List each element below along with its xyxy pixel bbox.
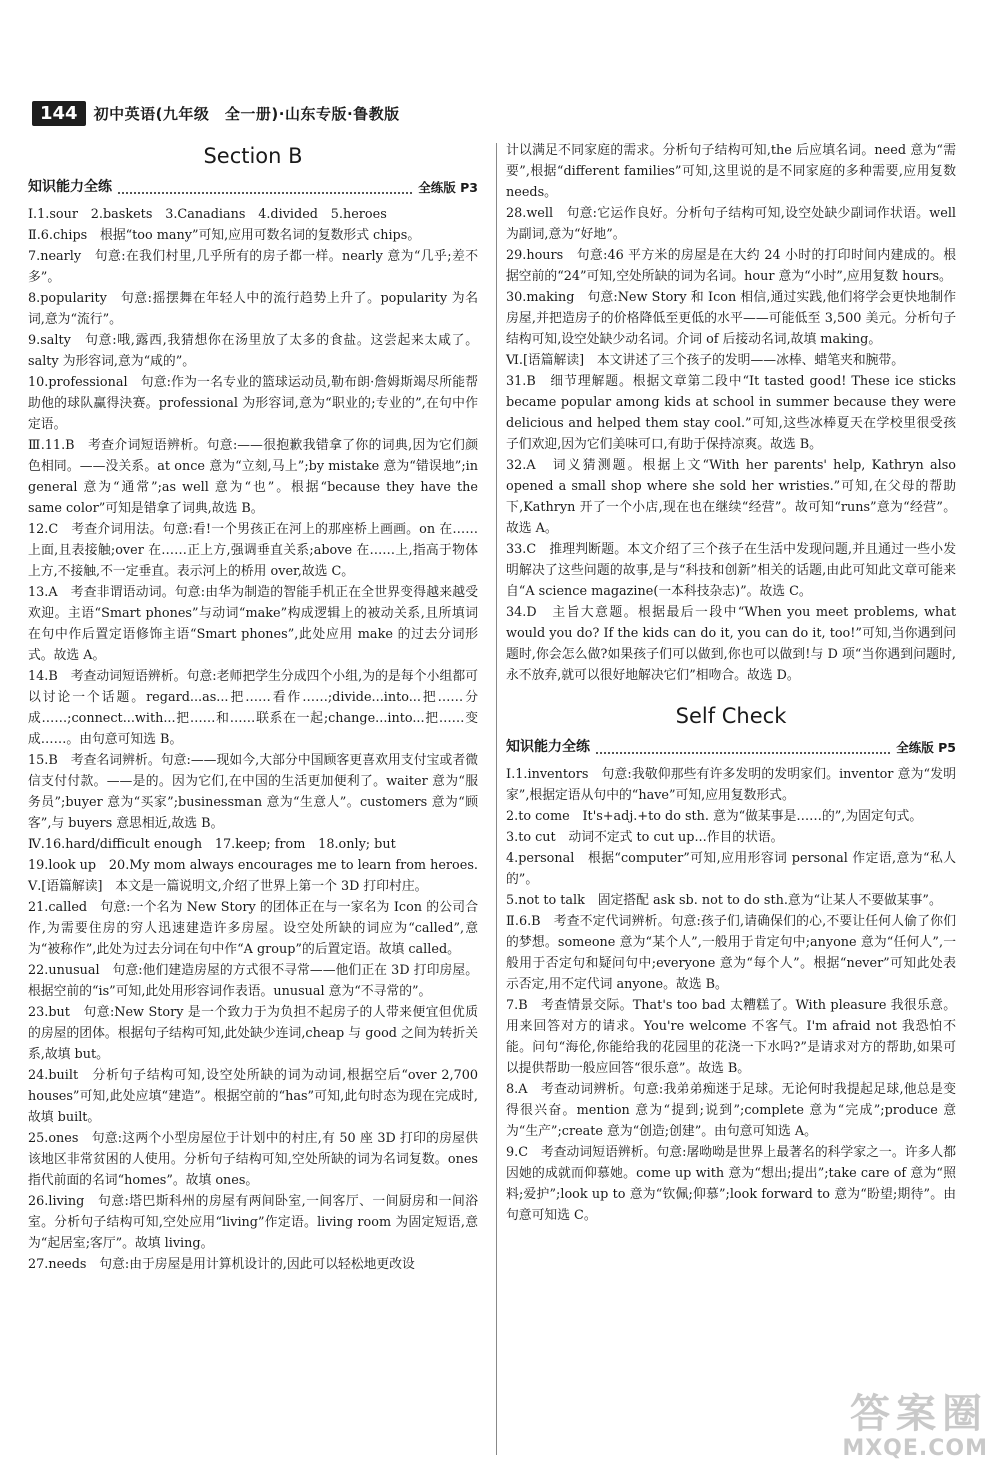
watermark-logo-text: 答案圈 bbox=[850, 1391, 988, 1437]
answer-entry: 31.B 细节理解题。根据文章第二段中“It tasted good! These ice sticks became popular among kids at school in summer because they were delicious and helped them stay cool.”可知,这些冰棒夏天在学校里很受孩子们欢迎,因为它们美味可口,有助于保持凉爽。故选 B。 bbox=[506, 374, 956, 452]
answer-entry: 29.hours 句意:46 平方米的房屋是在大约 24 小时的打印时间内建成的。根据空前的“24”可知,空处所缺的词为名词。hour 意为“小时”,应用复数 hours。 bbox=[506, 248, 956, 284]
answer-entry: Ⅱ.6.B 考查不定代词辨析。句意:孩子们,请确保们的心,不要让任何人偷了你们的梦想。someone 意为“某个人”,一般用于肯定句中;anyone 意为“任何人”,一般用于否定句和疑问句中;everyone 意为“每个人”。根据“never”可知此处表示否定,用不定代词 anyone。故选 B。 bbox=[506, 914, 956, 992]
answer-entry: Ⅵ.[语篇解读] 本文讲述了三个孩子的发明——冰棒、蜡笔夹和腕带。 bbox=[506, 353, 905, 368]
answer-entry: 13.A 考查非谓语动词。句意:由华为制造的智能手机正在全世界变得越来越受欢迎。主语“Smart phones”与动词“make”构成逻辑上的被动关系,且所填词在句中作后置定语修饰主语“Smart phones”,此处应用 make 的过去分词形式。故选 A。 bbox=[28, 585, 478, 663]
answer-entry: 2.to come It's+adj.+to do sth. 意为“做某事是……的”,为固定句式。 bbox=[506, 809, 923, 824]
answer-entry: Ⅴ.[语篇解读] 本文是一篇说明文,介绍了世界上第一个 3D 打印村庄。 bbox=[28, 879, 428, 894]
answer-entry: 3.to cut 动词不定式 to cut up...作目的状语。 bbox=[506, 830, 784, 845]
book-title: 初中英语(九年级 全一册)·山东专版·鲁教版 bbox=[93, 104, 400, 123]
right-column bbox=[506, 140, 956, 1226]
answer-entry: 28.well 句意:它运作良好。分析句子结构可知,设空处缺少副词作状语。well 为副词,意为“好地”。 bbox=[506, 206, 956, 242]
answer-entry: 5.not to talk 固定搭配 ask sb. not to do sth.意为“让某人不要做某事”。 bbox=[506, 893, 942, 908]
answer-entry: Ⅰ.1.inventors 句意:我敬仰那些有许多发明的发明家们。inventor 意为“发明家”,根据定语从句中的“have”可知,应用复数形式。 bbox=[506, 767, 956, 803]
spacer bbox=[506, 686, 956, 700]
answer-entry: 22.unusual 句意:他们建造房屋的方式很不寻常——他们正在 3D 打印房屋。根据空前的“is”可知,此处用形容词作表语。unusual 意为“不寻常的”。 bbox=[28, 963, 478, 999]
answer-entry: Ⅱ.6.chips 根据“too many”可知,应用可数名词的复数形式 chips。 bbox=[28, 228, 421, 243]
answer-entry: 8.popularity 句意:摇摆舞在年轻人中的流行趋势上升了。popularity 为名词,意为“流行”。 bbox=[28, 291, 478, 327]
answer-entry: 7.nearly 句意:在我们村里,几乎所有的房子都一样。nearly 意为“几乎;差不多”。 bbox=[28, 249, 478, 285]
section-bar bbox=[506, 737, 956, 758]
bar-ref: 全练版 P5 bbox=[896, 740, 956, 755]
answer-entry: 24.built 分析句子结构可知,设空处所缺的词为动词,根据空后“over 2,700 houses”可知,此处应填“建造”。根据空前的“has”可知,此句时态为现在完成时,故填 built。 bbox=[28, 1068, 478, 1125]
bar-label: 知识能力全练 bbox=[28, 179, 112, 195]
left-column bbox=[28, 140, 478, 1275]
page-header bbox=[32, 96, 400, 130]
answer-entry: 9.C 考查动词短语辨析。句意:屠呦呦是世界上最著名的科学家之一。许多人都因她的成就而仰慕她。come up with 意为“想出;提出”;take care of 意为“照料;爱护”;look up to 意为“钦佩;仰慕”;look forward to 意为“盼望;期待”。由句意可知选 C。 bbox=[506, 1145, 956, 1223]
answer-entry: 7.B 考查情景交际。That's too bad 太糟糕了。With pleasure 我很乐意。用来回答对方的请求。You're welcome 不客气。I'm afraid not 我恐怕不能。问句“海伦,你能给我的花园里的花浇一下水吗?”是请求对方的帮助,如果可以提供帮助一般应回答“很乐意”。故选 B。 bbox=[506, 998, 956, 1076]
watermark bbox=[842, 1392, 988, 1461]
answer-list bbox=[506, 140, 956, 686]
answer-entry: 9.salty 句意:哦,露西,我猜想你在汤里放了太多的食盐。这尝起来太咸了。salty 为形容词,意为“咸的”。 bbox=[28, 333, 478, 369]
answer-entry: 4.personal 根据“computer”可知,应用形容词 personal 作定语,意为“私人的”。 bbox=[506, 851, 956, 887]
answer-entry: Ⅲ.11.B 考查介词短语辨析。句意:——很抱歉我错拿了你的词典,因为它们颜色相同。——没关系。at once 意为“立刻,马上”;by mistake 意为“错误地”;in general 意为“通常”;as well 意为“也”。根据“because they have the same color”可知是错拿了词典,故选 B。 bbox=[28, 438, 478, 516]
answer-entry: 27.needs 句意:由于房屋是用计算机设计的,因此可以轻松地更改设 bbox=[28, 1257, 415, 1272]
answer-entry: 21.called 句意:一个名为 New Story 的团体正在与一家名为 Icon 的公司合作,为需要住房的穷人迅速建造许多房屋。设空处所缺的词应为“called”,意为“被称作”,此处为过去分词在句中作“A group”的后置定语。故填 called。 bbox=[28, 900, 478, 957]
answer-list bbox=[28, 204, 478, 1275]
bar-label: 知识能力全练 bbox=[506, 739, 590, 755]
answer-entry: 23.but 句意:New Story 是一个致力于为负担不起房子的人带来便宜但优质的房屋的团体。根据句子结构可知,此处缺少连词,cheap 与 good 之间为转折关系,故填 but。 bbox=[28, 1005, 478, 1062]
section-title-b: Section B bbox=[203, 144, 303, 168]
answer-entry: 计以满足不同家庭的需求。分析句子结构可知,the 后应填名词。need 意为“需要”,根据“different families”可知,这里说的是不同家庭的多种需要,应用复数 needs。 bbox=[506, 143, 956, 200]
watermark-url: MXQE.COM bbox=[842, 1436, 988, 1461]
answer-entry: 8.A 考查动词辨析。句意:我弟弟痴迷于足球。无论何时我提起足球,他总是变得很兴奋。mention 意为“提到;说到”;complete 意为“完成”;produce 意为“生产”;create 意为“创造;创建”。由句意可知选 A。 bbox=[506, 1082, 956, 1139]
answer-entry: 15.B 考查名词辨析。句意:——现如今,大部分中国顾客更喜欢用支付宝或者微信支付付款。——是的。因为它们,在中国的生活更加便利了。waiter 意为“服务员”;buyer 意为“买家”;businessman 意为“生意人”。customers 意为“顾客”,与 buyers 意思相近,故选 B。 bbox=[28, 753, 478, 831]
answer-entry: Ⅳ.16.hard/difficult enough 17.keep; from 18.only; but bbox=[28, 837, 396, 852]
section-title-self-check: Self Check bbox=[675, 704, 787, 728]
section-bar bbox=[28, 177, 478, 198]
answer-entry: 30.making 句意:New Story 和 Icon 相信,通过实践,他们将学会更快地制作房屋,并把造房子的价格降低至更低的水平——可能低至 3,500 美元。分析句子结构可知,设空处缺少动名词。介词 of 后接动名词,故填 making。 bbox=[506, 290, 956, 347]
bar-ref: 全练版 P3 bbox=[418, 180, 478, 195]
answer-entry: 33.C 推理判断题。本文介绍了三个孩子在生活中发现问题,并且通过一些小发明解决了这些问题的故事,是与“科技和创新”相关的话题,由此可知此文章可能来自“A science magazine(一本科技杂志)”。故选 C。 bbox=[506, 542, 956, 599]
answer-entry: 10.professional 句意:作为一名专业的篮球运动员,勒布朗·詹姆斯竭尽所能帮助他的球队赢得決赛。professional 为形容词,意为“职业的;专业的”,在句中作定语。 bbox=[28, 375, 478, 432]
answer-entry: 25.ones 句意:这两个小型房屋位于计划中的村庄,有 50 座 3D 打印的房屋供该地区非常贫困的人使用。分析句子结构可知,空处所缺的词为名词复数。ones 指代前面的名词“homes”。故填 ones。 bbox=[28, 1131, 478, 1188]
column-divider bbox=[496, 143, 497, 1455]
bar-dots bbox=[118, 182, 412, 194]
answer-entry: 26.living 句意:塔巴斯科州的房屋有两间卧室,一间客厅、一间厨房和一间浴室。分析句子结构可知,空处应用“living”作定语。living room 为固定短语,意为“起居室;客厅”。故填 living。 bbox=[28, 1194, 478, 1251]
page-number: 144 bbox=[32, 101, 86, 126]
answer-entry: 34.D 主旨大意题。根据最后一段中“When you meet problems, what would you do? If the kids can do it, you can do it, too!”可知,当你遇到问题时,你会怎么做?如果孩子们可以做到,你也可以做到!与 D 项“当你遇到问题时,永不放弃,就可以很好地解决它们”相吻合。故选 D。 bbox=[506, 605, 956, 683]
answer-entry: 32.A 词义猜测题。根据上文“With her parents' help, Kathryn also opened a small shop where she sold her wristies.”可知,在父母的帮助下,Kathryn 开了一个小店,现在也在继续“经营”。故可知“runs”意为“经营”。故选 A。 bbox=[506, 458, 956, 536]
answer-entry: Ⅰ.1.sour 2.baskets 3.Canadians 4.divided 5.heroes bbox=[28, 207, 387, 222]
answer-entry: 19.look up 20.My mom always encourages me to learn from heroes. bbox=[28, 858, 478, 873]
bar-dots bbox=[596, 742, 890, 754]
answer-entry: 14.B 考查动词短语辨析。句意:老师把学生分成四个小组,为的是每个小组都可以讨论一个话题。regard...as...把……看作……;divide...into...把……分成……;connect...with...把……和……联系在一起;change...into...把……变成……。由句意可知选 B。 bbox=[28, 669, 478, 747]
answer-entry: 12.C 考查介词用法。句意:看!一个男孩正在河上的那座桥上画画。on 在……上面,且表接触;over 在……正上方,强调垂直关系;above 在……上,指高于物体上方,不接触,不一定垂直。表示河上的桥用 over,故选 C。 bbox=[28, 522, 478, 579]
answer-list bbox=[506, 764, 956, 1226]
